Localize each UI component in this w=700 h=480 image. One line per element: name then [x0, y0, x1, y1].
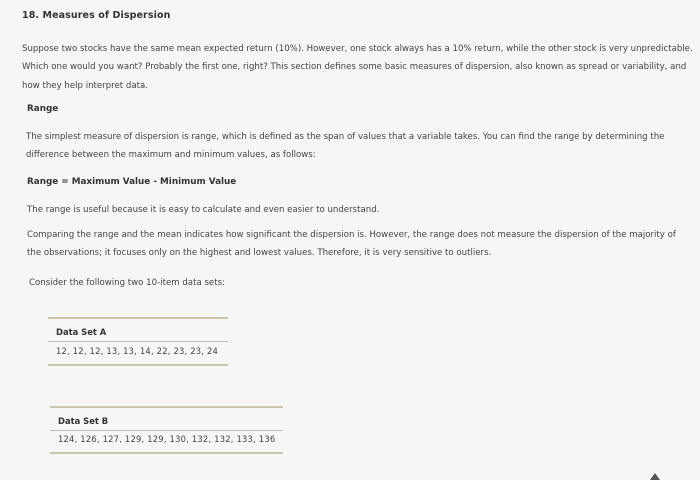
- section-title: 18. Measures of Dispersion: [22, 10, 171, 21]
- range-useful-paragraph: The range is useful because it is easy to calculate and even easier to understand.: [27, 205, 380, 215]
- data-set-a-bottom-rule: [48, 364, 228, 366]
- range-formula: Range = Maximum Value - Minimum Value: [27, 177, 237, 187]
- data-set-b-bottom-rule: [50, 452, 283, 454]
- range-heading: Range: [27, 104, 59, 114]
- resize-corner-icon: [650, 473, 660, 480]
- data-set-b-label: Data Set B: [58, 416, 109, 426]
- consider-paragraph: Consider the following two 10-item data sets:: [29, 278, 225, 288]
- data-set-a-label: Data Set A: [56, 327, 107, 337]
- comparing-paragraph: Comparing the range and the mean indicates how significant the dispersion is. However, the range does not measure the dispersion of the majority of the observations; it focuses only on the highest and lowest values. Therefore, it is very sensitive to outliers.: [27, 230, 676, 259]
- data-set-b-divider: [50, 430, 283, 431]
- intro-paragraph: Suppose two stocks have the same mean expected return (10%). However, one stock always has a 10% return, while the other stock is very unpredictable. Which one would you want? Probably the first one, right? This section defines some basic measures of dispersion, also known as spread or variability, and how they help interpret data.: [22, 44, 693, 91]
- range-definition-paragraph: The simplest measure of dispersion is range, which is defined as the span of values that a variable takes. You can find the range by determining the difference between the maximum and minimum values, as follows:: [26, 132, 665, 161]
- data-set-a-top-rule: [48, 317, 228, 319]
- data-set-b-values: 124, 126, 127, 129, 129, 130, 132, 132, 133, 136: [58, 434, 276, 444]
- data-set-a-values: 12, 12, 12, 13, 13, 14, 22, 23, 23, 24: [56, 346, 219, 356]
- data-set-b-top-rule: [50, 406, 283, 408]
- data-set-a-divider: [48, 341, 228, 342]
